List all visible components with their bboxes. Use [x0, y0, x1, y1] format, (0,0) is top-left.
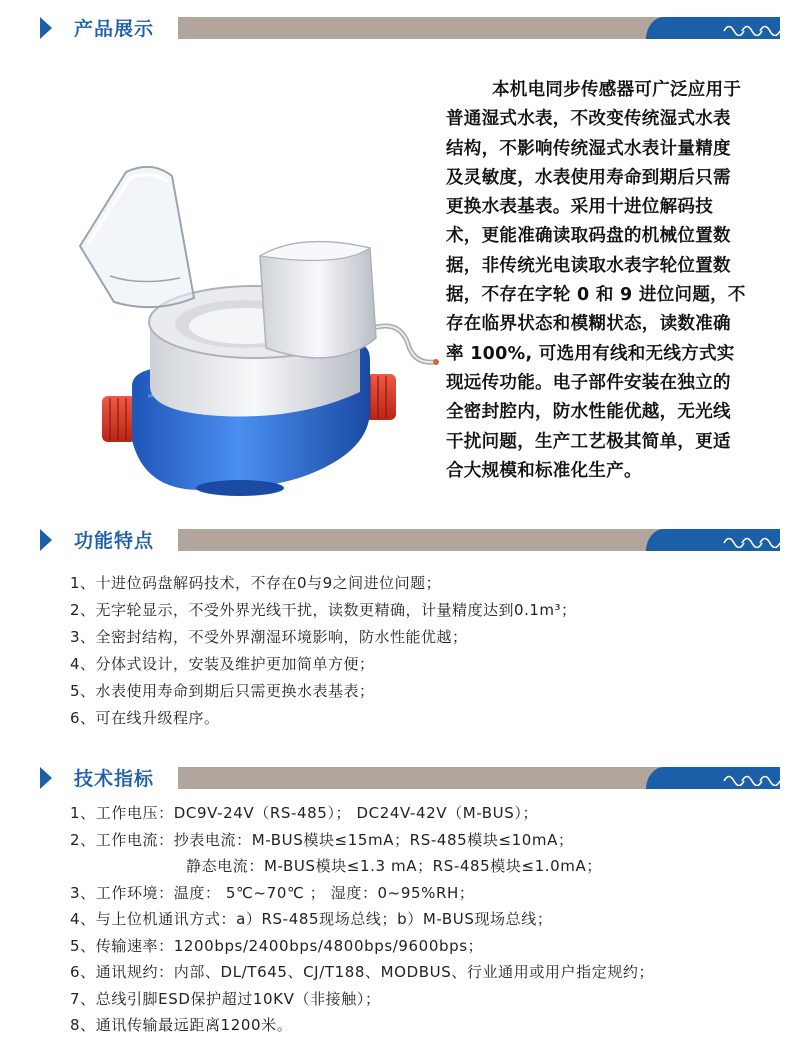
section-header-product [0, 8, 800, 48]
water-meter-product-image [40, 96, 460, 516]
intro-line: 术，更能准确读取码盘的机械位置数 [446, 226, 731, 247]
wave-ornament-icon [722, 20, 780, 36]
spec-item: 静态电流：M-BUS模块≤1.3 mA；RS-485模块≤1.0mA； [186, 857, 602, 875]
section-header-features [0, 520, 800, 560]
spec-item: 7、总线引脚ESD保护超过10KV（非接触）； [70, 989, 381, 1008]
spec-item: 2、工作电流：抄表电流：M-BUS模块≤15mA；RS-485模块≤10mA； [70, 830, 574, 849]
section-title: 技术指标 [74, 768, 155, 790]
intro-line: 结构，不影响传统湿式水表计量精度 [446, 138, 731, 159]
section-header-specs [0, 758, 800, 798]
feature-item: 5、水表使用寿命到期后只需更换水表基表； [70, 682, 375, 700]
feature-item: 6、可在线升级程序。 [70, 709, 220, 727]
intro-line: 据，非传统光电读取水表字轮位置数 [446, 255, 731, 276]
features-list [70, 570, 577, 732]
spec-item: 1、工作电压：DC9V-24V（RS-485）； DC24V-42V（M-BUS）； [70, 804, 539, 822]
chevron-right-icon [40, 17, 52, 39]
intro-line: 率 100%, 可选用有线和无线方式实 [446, 343, 735, 364]
intro-paragraph [446, 76, 786, 486]
spec-item: 3、工作环境：温度： 5℃~70℃ ； 湿度：0~95%RH； [70, 883, 475, 902]
intro-line: 合大规模和标准化生产。 [446, 460, 642, 481]
chevron-right-icon [40, 767, 52, 789]
intro-line: 更换水表基表。采用十进位解码技 [446, 197, 713, 218]
header-bar [178, 17, 674, 39]
wave-ornament-icon [722, 532, 780, 548]
feature-item: 3、全密封结构，不受外界潮湿环境影响，防水性能优越； [70, 628, 468, 646]
specs-list [70, 800, 654, 1039]
feature-item: 2、无字轮显示，不受外界光线干扰，读数更精确，计量精度达到0.1m³； [70, 601, 577, 619]
feature-item: 4、分体式设计，安装及维护更加简单方便； [70, 655, 375, 673]
section-title: 产品展示 [74, 18, 155, 40]
intro-line: 本机电同步传感器可广泛应用于 [492, 80, 742, 100]
intro-line: 及灵敏度，水表使用寿命到期后只需 [446, 167, 731, 188]
intro-line: 据，不存在字轮 0 和 9 进位问题，不 [446, 285, 746, 306]
wave-ornament-icon [722, 770, 780, 786]
intro-line: 存在临界状态和模糊状态，读数准确 [446, 314, 731, 335]
spec-item: 6、通讯规约：内部、DL/T645、CJ/T188、MODBUS、行业通用或用户指定规约； [70, 963, 655, 981]
header-bar [178, 529, 674, 551]
spec-item: 8、通讯传输最远距离1200米。 [70, 1016, 293, 1034]
intro-line: 现远传功能。电子部件安装在独立的 [446, 372, 731, 393]
intro-line: 全密封腔内，防水性能优越，无光线 [446, 402, 731, 423]
chevron-right-icon [40, 529, 52, 551]
header-bar [178, 767, 674, 789]
intro-line: 干扰问题，生产工艺极其简单，更适 [446, 431, 731, 452]
section-title: 功能特点 [74, 530, 155, 552]
intro-line: 普通湿式水表，不改变传统湿式水表 [446, 109, 731, 130]
feature-item: 1、十进位码盘解码技术，不存在0与9之间进位问题； [70, 574, 442, 592]
spec-item: 4、与上位机通讯方式：a）RS-485现场总线；b）M-BUS现场总线； [70, 910, 553, 928]
spec-item: 5、传输速率：1200bps/2400bps/4800bps/9600bps； [70, 936, 484, 955]
